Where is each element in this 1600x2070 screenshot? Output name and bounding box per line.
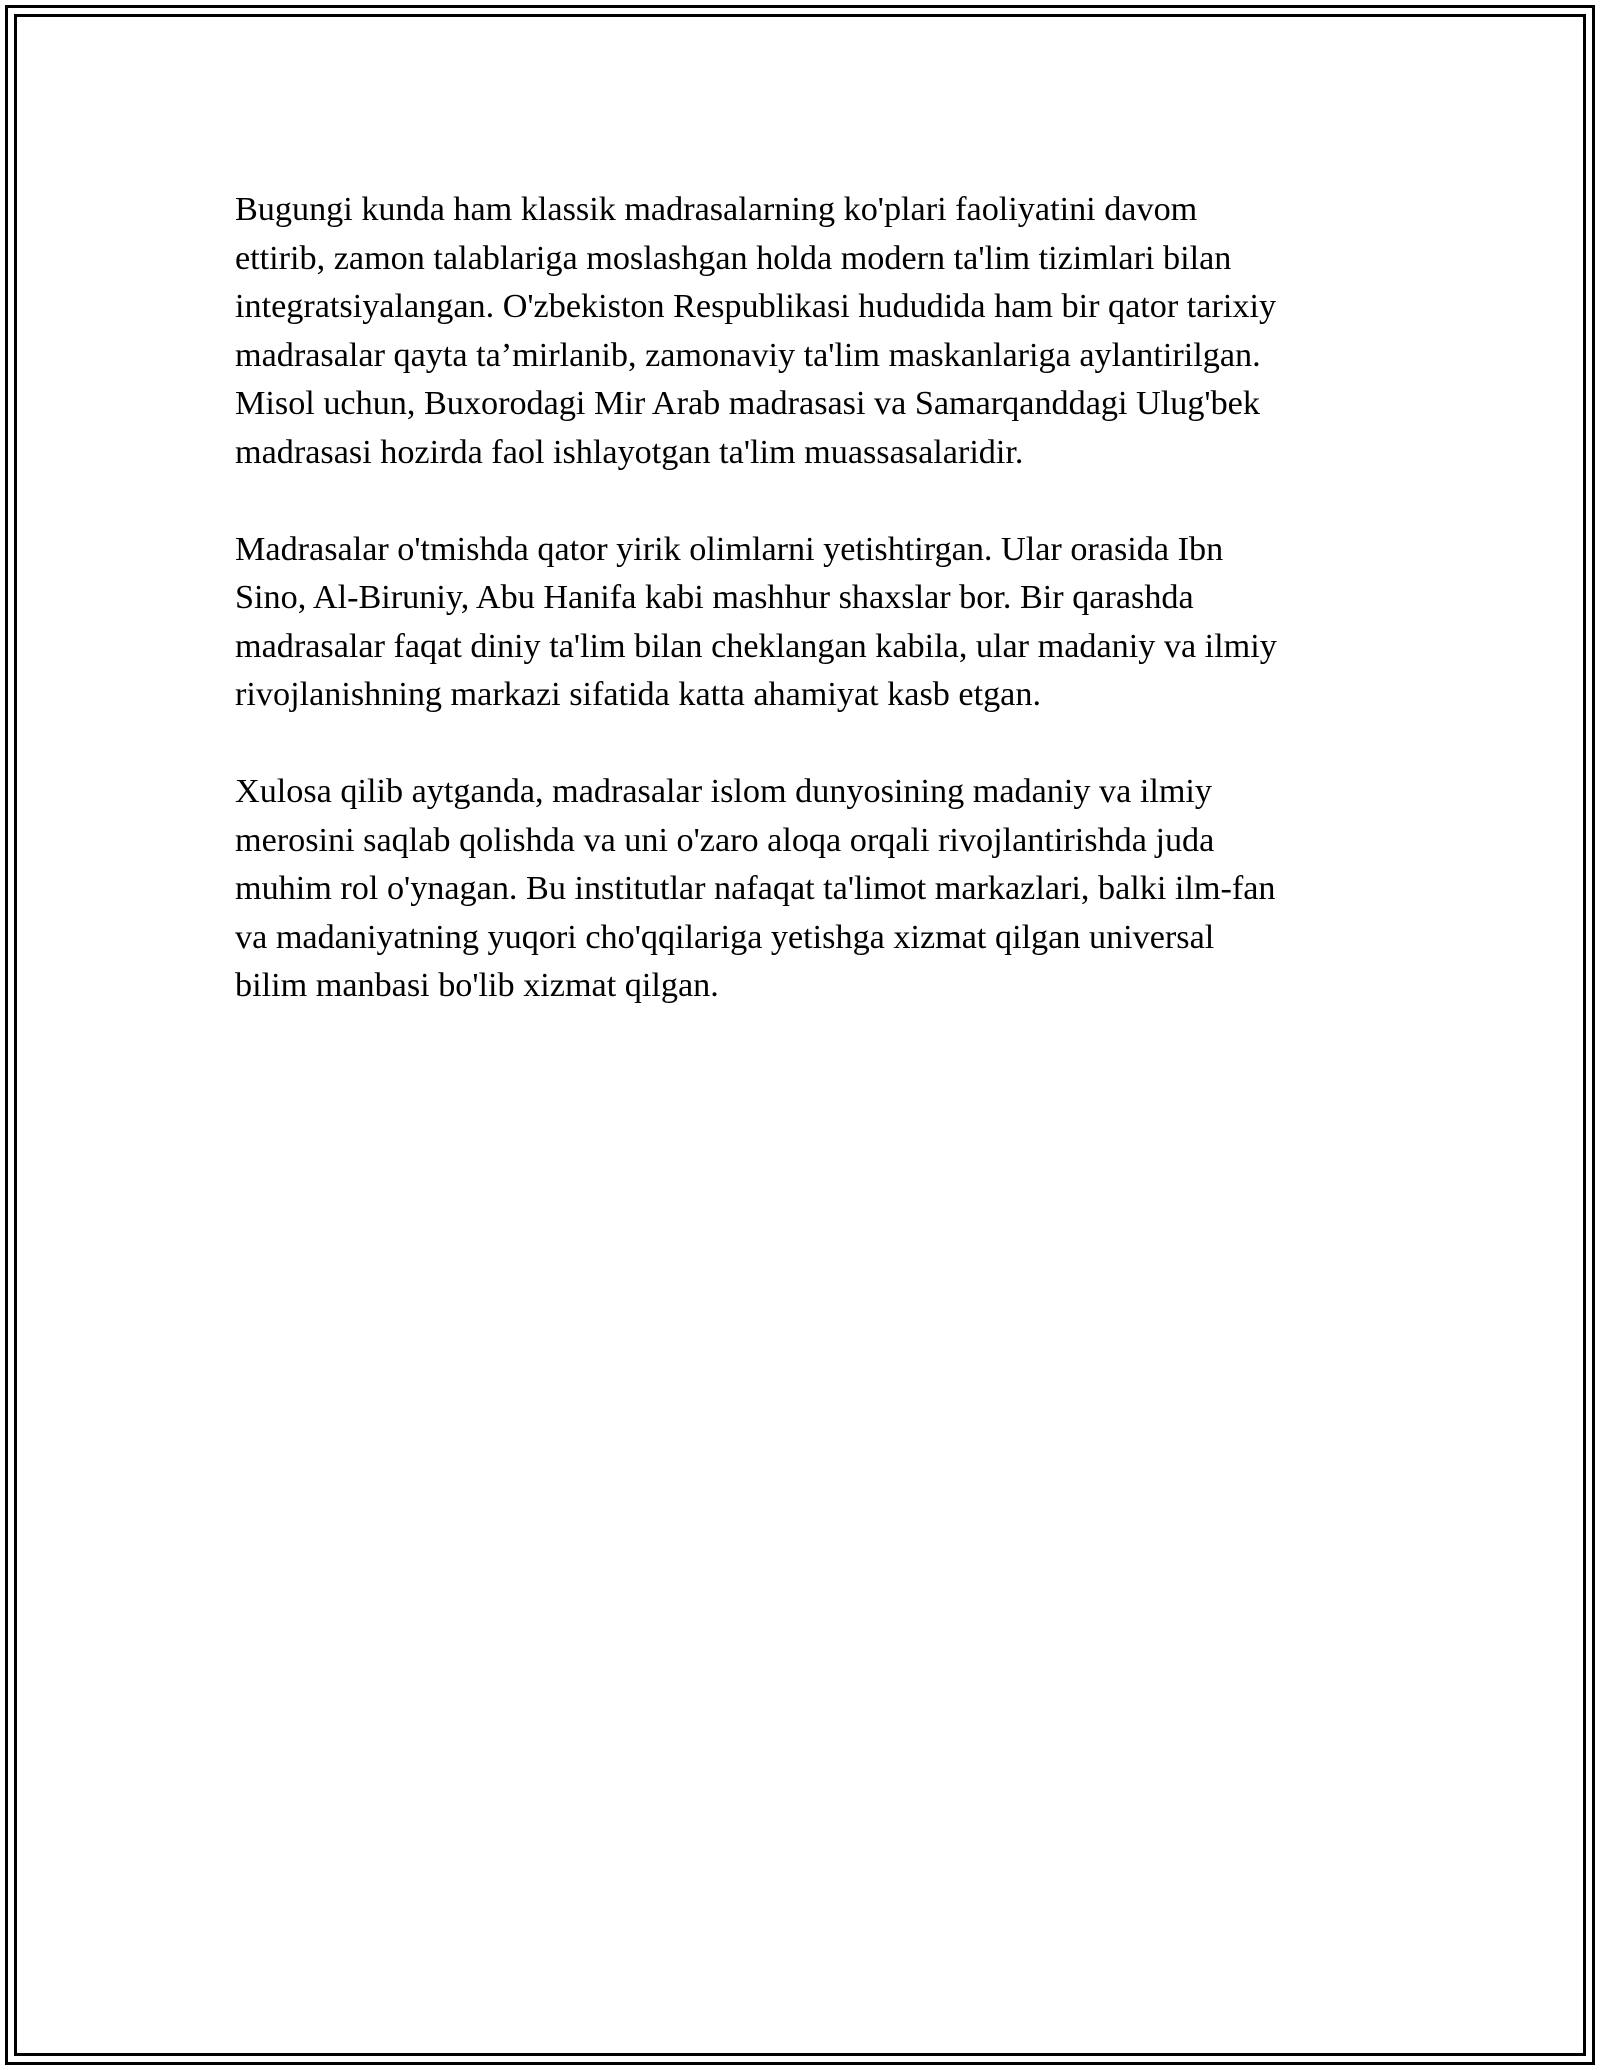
text-line: madrasasi hozirda faol ishlayotgan ta'lim muassasalaridir. <box>235 433 1024 471</box>
text-line: Xulosa qilib aytganda, madrasalar islom dunyosining madaniy va ilmiy <box>235 773 1213 810</box>
paragraph-3 <box>235 768 1370 1011</box>
text-line: Sino, Al-Biruniy, Abu Hanifa kabi mashhur shaxslar bor. Bir qarashda <box>235 579 1194 616</box>
paragraph-1 <box>235 186 1370 477</box>
text-line: merosini saqlab qolishda va uni o'zaro aloqa orqali rivojlantirishda juda <box>235 821 1215 859</box>
text-line: madrasalar qayta ta’mirlanib, zamonaviy ta'lim maskanlariga aylantirilgan. <box>235 336 1261 374</box>
text-line: ettirib, zamon talablariga moslashgan holda modern ta'lim tizimlari bilan <box>235 239 1232 277</box>
text-line: integratsiyalangan. O'zbekiston Respublikasi hududida ham bir qator tarixiy <box>235 288 1277 325</box>
text-line: madrasalar faqat diniy ta'lim bilan cheklangan kabila, ular madaniy va ilmiy <box>235 627 1277 665</box>
text-line: muhim rol o'ynagan. Bu institutlar nafaqat ta'limot markazlari, balki ilm-fan <box>235 870 1276 907</box>
text-line: bilim manbasi bo'lib xizmat qilgan. <box>235 967 719 1004</box>
text-line: Misol uchun, Buxorodagi Mir Arab madrasasi va Samarqanddagi Ulug'bek <box>235 385 1260 422</box>
text-line: rivojlanishning markazi sifatida katta ahamiyat kasb etgan. <box>235 676 1041 713</box>
paragraph-2 <box>235 526 1370 720</box>
text-line: Bugungi kunda ham klassik madrasalarning ko'plari faoliyatini davom <box>235 191 1198 228</box>
text-line: Madrasalar o'tmishda qator yirik olimlarni yetishtirgan. Ular orasida Ibn <box>235 530 1224 568</box>
text-line: va madaniyatning yuqori cho'qqilariga yetishga xizmat qilgan universal <box>235 918 1215 956</box>
document-body <box>235 186 1370 1059</box>
